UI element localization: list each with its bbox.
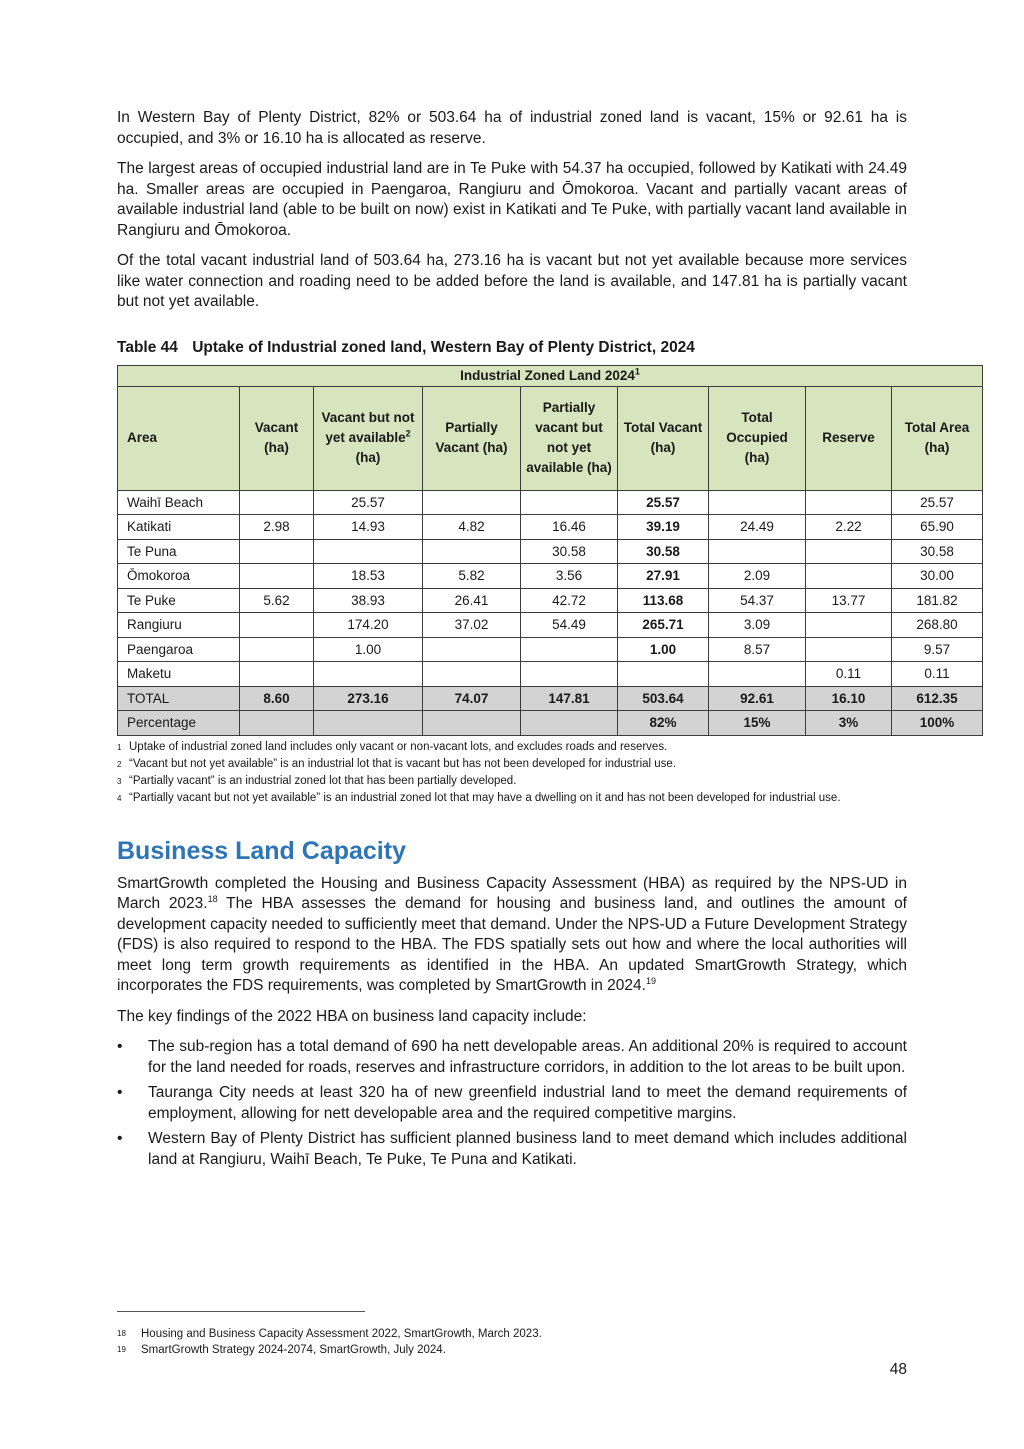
cell-vacant [240, 490, 314, 515]
col-header-total-occupied: Total Occupied (ha) [709, 386, 806, 490]
cell-total-occupied: 2.09 [709, 564, 806, 589]
bullet-list [117, 1037, 907, 1170]
table-row [118, 662, 983, 687]
page-content [117, 108, 970, 1175]
cell-area: Paengaroa [118, 637, 240, 662]
table-row [118, 515, 983, 540]
cell-area: Maketu [118, 662, 240, 687]
cell-vacant [240, 539, 314, 564]
cell-reserve [806, 539, 892, 564]
cell-vacant-nya: 1.00 [314, 637, 423, 662]
table-footnote: 2 “Vacant but not yet available” is an industrial lot that is vacant but has not been developed for industrial use. [117, 757, 677, 770]
col-header-vacant-nya: Vacant but not yet available$^2$ (ha) [314, 386, 423, 490]
cell-total-occupied: 54.37 [709, 588, 806, 613]
table-row [118, 637, 983, 662]
cell-vacant [240, 662, 314, 687]
cell-partially-nya: 30.58 [521, 539, 618, 564]
footnote-ref[interactable]: 19 [645, 975, 656, 986]
paragraph: SmartGrowth completed the Housing and Business Capacity Assessment (HBA) as required by the NPS-UD in March 2023.18 The HBA assesses the demand for housing and business land, and outlines the amount of development capacity needed to sufficiently meet that demand. Under the NPS-UD a Future Development Strategy (FDS) is also required to respond to the HBA. The FDS spatially sets out how and where the local authorities will meet long term growth requirements as identified in the HBA. An updated SmartGrowth Strategy, which incorporates the FDS requirements, was completed by SmartGrowth in 2024.19 [117, 874, 907, 994]
cell-reserve: 0.11 [806, 662, 892, 687]
table-caption-number: Table 44 [117, 338, 178, 356]
bullet-icon: • [117, 1038, 123, 1055]
cell-partially-vacant: 74.07 [423, 686, 521, 711]
cell-total-occupied: 3.09 [709, 613, 806, 638]
paragraph: In Western Bay of Plenty District, 82% or 503.64 ha of industrial zoned land is vacant, 15% or 92.61 ha is occupied, and 3% or 16.10 ha is allocated as reserve. [117, 109, 907, 147]
page-footnote: 19 SmartGrowth Strategy 2024-2074, SmartGrowth, July 2024. [117, 1344, 446, 1356]
col-header-reserve: Reserve [806, 386, 892, 490]
cell-reserve [806, 613, 892, 638]
table-footnote: 3 “Partially vacant” is an industrial zoned lot that has been partially developed. [117, 774, 517, 787]
cell-vacant [240, 711, 314, 736]
col-header-total-vacant: Total Vacant (ha) [618, 386, 709, 490]
cell-total-area: 181.82 [892, 588, 983, 613]
cell-total-occupied [709, 490, 806, 515]
cell-total-occupied: 15% [709, 711, 806, 736]
cell-total-occupied [709, 662, 806, 687]
group-header: Industrial Zoned Land 2024$^1$ [118, 365, 983, 386]
col-header-vacant: Vacant (ha) [240, 386, 314, 490]
col-header-total-area: Total Area (ha) [892, 386, 983, 490]
cell-vacant [240, 564, 314, 589]
list-item: • Tauranga City needs at least 320 ha of new greenfield industrial land to meet the demand requirements of employment, allowing for nett developable area and the required competitive margins. [117, 1084, 907, 1122]
cell-partially-nya [521, 662, 618, 687]
cell-total-area: 0.11 [892, 662, 983, 687]
cell-partially-vacant: 26.41 [423, 588, 521, 613]
cell-partially-nya: 54.49 [521, 613, 618, 638]
paragraph: The key findings of the 2022 HBA on business land capacity include: [117, 1007, 587, 1025]
total-row [118, 686, 983, 711]
cell-vacant-nya: 174.20 [314, 613, 423, 638]
page-footnotes [117, 1326, 542, 1358]
industrial-land-table [117, 365, 983, 736]
cell-total-vacant: 113.68 [618, 588, 709, 613]
bullet-icon: • [117, 1084, 123, 1101]
cell-partially-nya [521, 490, 618, 515]
cell-partially-vacant [423, 711, 521, 736]
paragraph: The largest areas of occupied industrial land are in Te Puke with 54.37 ha occupied, followed by Katikati with 24.49 ha. Smaller areas are occupied in Paengaroa, Rangiuru and Ōmokoroa. Vacant and partially vacant areas of available industrial land (able to be built on now) exist in Katikati and Te Puke, with partially vacant land available in Rangiuru and Ōmokoroa. [117, 160, 907, 239]
cell-total-area: 100% [892, 711, 983, 736]
cell-partially-vacant [423, 637, 521, 662]
cell-total-vacant: 503.64 [618, 686, 709, 711]
cell-total-area: 612.35 [892, 686, 983, 711]
bullet-icon: • [117, 1130, 123, 1147]
cell-vacant: 5.62 [240, 588, 314, 613]
page-footnote: 18 Housing and Business Capacity Assessment 2022, SmartGrowth, March 2023. [117, 1328, 542, 1340]
cell-total-area: 25.57 [892, 490, 983, 515]
cell-area: Katikati [118, 515, 240, 540]
cell-total-vacant: 27.91 [618, 564, 709, 589]
cell-reserve: 13.77 [806, 588, 892, 613]
list-item: • Western Bay of Plenty District has sufficient planned business land to meet demand which includes additional land at Rangiuru, Waihī Beach, Te Puke, Te Puna and Katikati. [117, 1130, 907, 1168]
cell-area: Te Puna [118, 539, 240, 564]
col-header-partially-nya: Partially vacant but not yet available (ha) [521, 386, 618, 490]
cell-total-vacant: 25.57 [618, 490, 709, 515]
cell-vacant-nya: 38.93 [314, 588, 423, 613]
cell-total-vacant: 82% [618, 711, 709, 736]
list-item: • The sub-region has a total demand of 690 ha nett developable areas. An additional 20% is required to account for the land needed for roads, reserves and infrastructure corridors, in addition to the lot areas to be built upon. [117, 1038, 907, 1076]
col-header-area: Area [118, 386, 240, 490]
cell-total-occupied: 8.57 [709, 637, 806, 662]
cell-reserve: 16.10 [806, 686, 892, 711]
cell-total-area: 9.57 [892, 637, 983, 662]
cell-vacant-nya: 273.16 [314, 686, 423, 711]
cell-total-vacant: 39.19 [618, 515, 709, 540]
cell-partially-vacant [423, 539, 521, 564]
table-row [118, 564, 983, 589]
page-number: 48 [889, 1361, 907, 1378]
cell-total-area: 30.00 [892, 564, 983, 589]
cell-reserve [806, 564, 892, 589]
footnote-ref[interactable]: 18 [207, 893, 218, 904]
pct-row [118, 711, 983, 736]
cell-area: TOTAL [118, 686, 240, 711]
cell-vacant [240, 637, 314, 662]
cell-reserve: 3% [806, 711, 892, 736]
cell-total-vacant: 265.71 [618, 613, 709, 638]
table-footnote: 1 Uptake of industrial zoned land includes only vacant or non-vacant lots, and excludes roads and reserves. [117, 740, 668, 753]
cell-partially-vacant [423, 490, 521, 515]
cell-total-vacant [618, 662, 709, 687]
cell-area: Percentage [118, 711, 240, 736]
cell-vacant-nya: 18.53 [314, 564, 423, 589]
cell-area: Te Puke [118, 588, 240, 613]
cell-partially-vacant [423, 662, 521, 687]
cell-reserve [806, 637, 892, 662]
cell-partially-vacant: 37.02 [423, 613, 521, 638]
footnote-divider [117, 1311, 365, 1312]
table-row [118, 539, 983, 564]
cell-total-occupied: 24.49 [709, 515, 806, 540]
cell-vacant [240, 613, 314, 638]
cell-partially-nya: 42.72 [521, 588, 618, 613]
cell-area: Ōmokoroa [118, 564, 240, 589]
cell-vacant-nya [314, 711, 423, 736]
paragraph: Of the total vacant industrial land of 503.64 ha, 273.16 ha is vacant but not yet available because more services like water connection and roading need to be added before the land is available, and 147.81 ha is partially vacant but not yet available. [117, 252, 907, 310]
cell-total-vacant: 1.00 [618, 637, 709, 662]
table-row [118, 588, 983, 613]
cell-partially-nya: 3.56 [521, 564, 618, 589]
cell-reserve [806, 490, 892, 515]
table-footnote: 4 “Partially vacant but not yet available” is an industrial zoned lot that may have a dwelling on it and has not been developed for industrial use. [117, 791, 841, 804]
cell-vacant-nya: 14.93 [314, 515, 423, 540]
section-heading: Business Land Capacity [117, 836, 406, 865]
cell-partially-nya: 16.46 [521, 515, 618, 540]
cell-partially-vacant: 5.82 [423, 564, 521, 589]
cell-vacant: 8.60 [240, 686, 314, 711]
cell-total-area: 268.80 [892, 613, 983, 638]
cell-area: Rangiuru [118, 613, 240, 638]
cell-partially-nya [521, 637, 618, 662]
cell-total-occupied: 92.61 [709, 686, 806, 711]
cell-total-vacant: 30.58 [618, 539, 709, 564]
table-row [118, 613, 983, 638]
cell-vacant-nya [314, 662, 423, 687]
table-caption [117, 339, 907, 357]
col-header-partially-vacant: Partially Vacant (ha) [423, 386, 521, 490]
cell-vacant-nya [314, 539, 423, 564]
cell-vacant-nya: 25.57 [314, 490, 423, 515]
cell-total-occupied [709, 539, 806, 564]
table-caption-title: Uptake of Industrial zoned land, Western Bay of Plenty District, 2024 [192, 338, 695, 356]
cell-partially-vacant: 4.82 [423, 515, 521, 540]
cell-partially-nya [521, 711, 618, 736]
cell-total-area: 65.90 [892, 515, 983, 540]
cell-area: Waihī Beach [118, 490, 240, 515]
table-row [118, 490, 983, 515]
table-footnotes [117, 739, 907, 807]
cell-partially-nya: 147.81 [521, 686, 618, 711]
cell-reserve: 2.22 [806, 515, 892, 540]
cell-vacant: 2.98 [240, 515, 314, 540]
cell-total-area: 30.58 [892, 539, 983, 564]
